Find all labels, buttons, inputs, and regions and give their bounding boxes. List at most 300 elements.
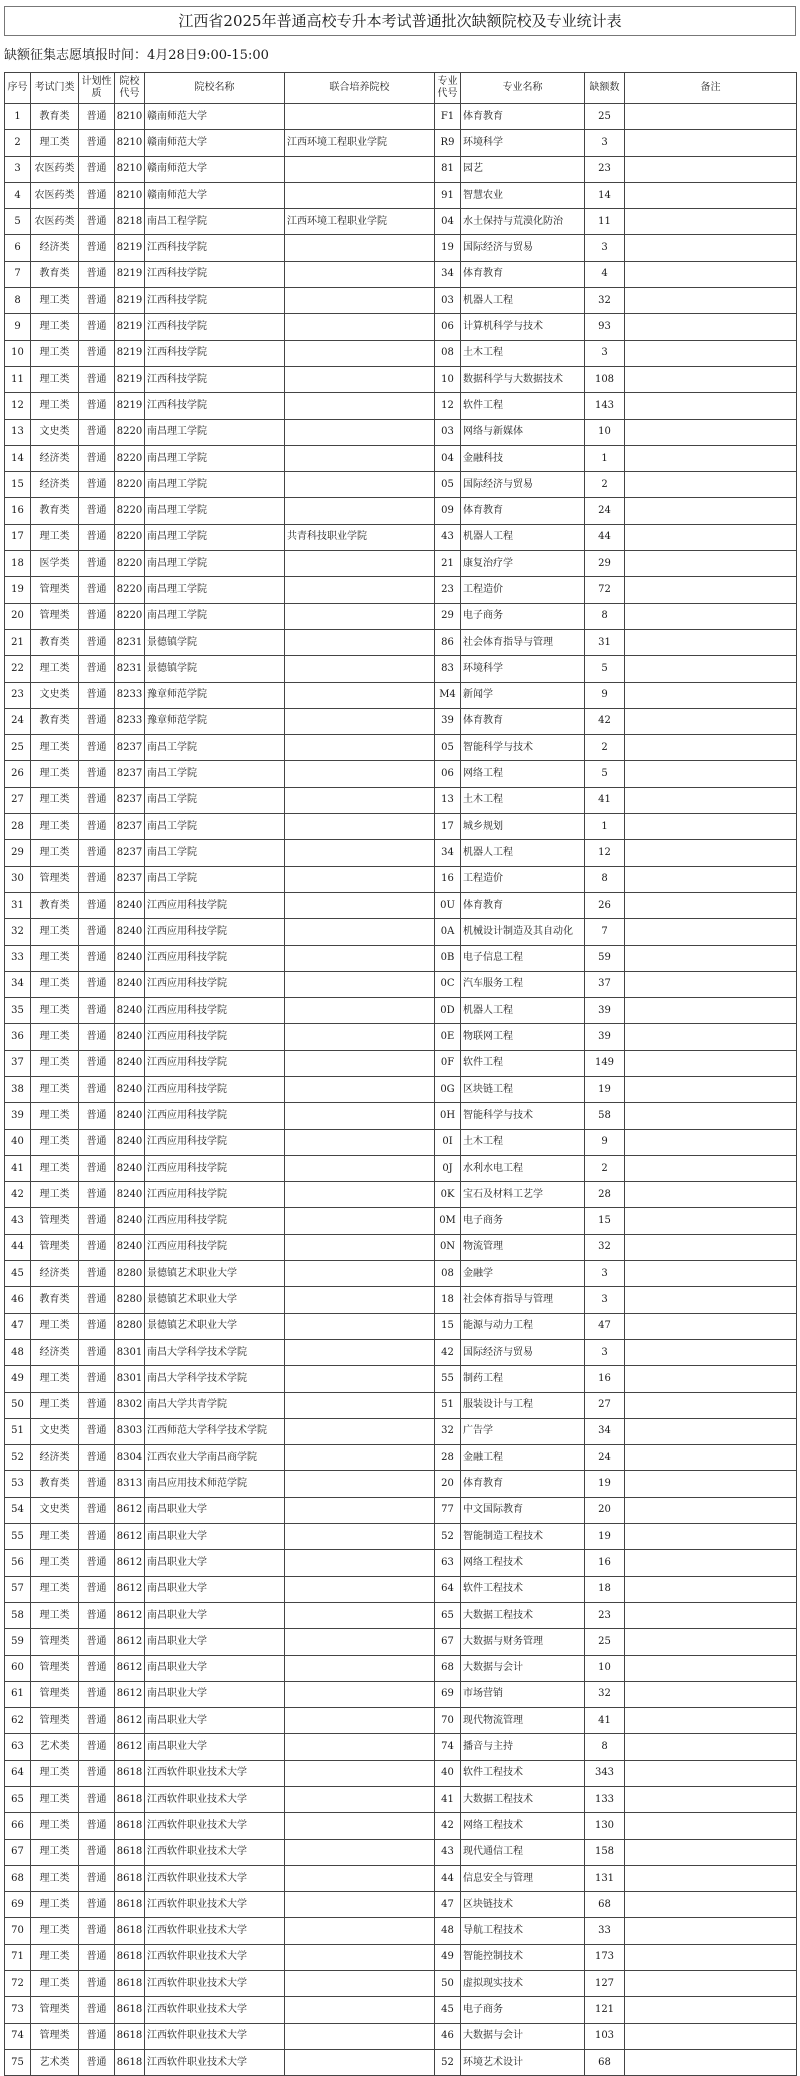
cell-remarks xyxy=(625,524,797,550)
page-title: 江西省2025年普通高校专升本考试普通批次缺额院校及专业统计表 xyxy=(4,6,796,36)
cell-major-code: 67 xyxy=(435,1629,461,1655)
table-row xyxy=(5,1681,797,1707)
cell-index: 9 xyxy=(5,314,31,340)
cell-exam-category: 理工类 xyxy=(31,524,79,550)
cell-major-name: 计算机科学与技术 xyxy=(461,314,585,340)
cell-major-name: 体育教育 xyxy=(461,498,585,524)
cell-vacancy-count: 1 xyxy=(585,445,625,471)
cell-school-code: 8220 xyxy=(115,419,145,445)
cell-major-name: 智能制造工程技术 xyxy=(461,1524,585,1550)
cell-index: 62 xyxy=(5,1708,31,1734)
cell-school-name: 豫章师范学院 xyxy=(145,708,285,734)
table-row xyxy=(5,1629,797,1655)
cell-major-name: 广告学 xyxy=(461,1418,585,1444)
cell-school-code: 8219 xyxy=(115,366,145,392)
table-body xyxy=(5,104,797,2076)
cell-exam-category: 教育类 xyxy=(31,892,79,918)
cell-remarks xyxy=(625,1655,797,1681)
cell-school-code: 8210 xyxy=(115,104,145,130)
cell-plan-type: 普通 xyxy=(79,1155,115,1181)
cell-school-code: 8618 xyxy=(115,2049,145,2075)
cell-school-code: 8240 xyxy=(115,1234,145,1260)
cell-major-code: 13 xyxy=(435,787,461,813)
cell-school-name: 南昌工学院 xyxy=(145,735,285,761)
cell-major-code: 43 xyxy=(435,1839,461,1865)
cell-major-code: R9 xyxy=(435,130,461,156)
cell-plan-type: 普通 xyxy=(79,1366,115,1392)
cell-school-code: 8233 xyxy=(115,708,145,734)
cell-school-code: 8237 xyxy=(115,840,145,866)
cell-joint-school xyxy=(285,577,435,603)
cell-school-code: 8220 xyxy=(115,577,145,603)
cell-joint-school xyxy=(285,445,435,471)
cell-vacancy-count: 2 xyxy=(585,1155,625,1181)
cell-exam-category: 教育类 xyxy=(31,708,79,734)
cell-major-name: 现代物流管理 xyxy=(461,1708,585,1734)
cell-school-name: 赣南师范大学 xyxy=(145,182,285,208)
cell-major-name: 虚拟现实技术 xyxy=(461,1971,585,1997)
cell-major-code: 0C xyxy=(435,971,461,997)
cell-major-code: 0B xyxy=(435,945,461,971)
cell-index: 16 xyxy=(5,498,31,524)
table-row xyxy=(5,761,797,787)
cell-school-name: 赣南师范大学 xyxy=(145,104,285,130)
cell-index: 24 xyxy=(5,708,31,734)
table-row xyxy=(5,998,797,1024)
cell-exam-category: 管理类 xyxy=(31,1208,79,1234)
cell-exam-category: 理工类 xyxy=(31,1576,79,1602)
cell-plan-type: 普通 xyxy=(79,1313,115,1339)
cell-major-code: 41 xyxy=(435,1787,461,1813)
cell-index: 53 xyxy=(5,1471,31,1497)
cell-joint-school xyxy=(285,1681,435,1707)
table-row xyxy=(5,393,797,419)
cell-school-name: 南昌工学院 xyxy=(145,787,285,813)
cell-plan-type: 普通 xyxy=(79,393,115,419)
cell-exam-category: 理工类 xyxy=(31,1076,79,1102)
table-row xyxy=(5,1602,797,1628)
cell-school-name: 江西软件职业技术大学 xyxy=(145,1892,285,1918)
cell-major-name: 网络与新媒体 xyxy=(461,419,585,445)
cell-exam-category: 教育类 xyxy=(31,1287,79,1313)
cell-exam-category: 理工类 xyxy=(31,1182,79,1208)
cell-school-code: 8612 xyxy=(115,1681,145,1707)
cell-exam-category: 理工类 xyxy=(31,1787,79,1813)
cell-school-code: 8240 xyxy=(115,998,145,1024)
cell-index: 42 xyxy=(5,1182,31,1208)
cell-major-code: 69 xyxy=(435,1681,461,1707)
cell-school-code: 8210 xyxy=(115,182,145,208)
cell-exam-category: 理工类 xyxy=(31,288,79,314)
cell-school-name: 南昌理工学院 xyxy=(145,498,285,524)
cell-major-code: 32 xyxy=(435,1418,461,1444)
cell-plan-type: 普通 xyxy=(79,1524,115,1550)
cell-joint-school xyxy=(285,1997,435,2023)
cell-school-code: 8302 xyxy=(115,1392,145,1418)
cell-exam-category: 理工类 xyxy=(31,840,79,866)
cell-plan-type: 普通 xyxy=(79,682,115,708)
table-row xyxy=(5,1050,797,1076)
cell-major-code: 04 xyxy=(435,445,461,471)
cell-vacancy-count: 27 xyxy=(585,1392,625,1418)
cell-major-code: 40 xyxy=(435,1760,461,1786)
cell-plan-type: 普通 xyxy=(79,209,115,235)
cell-school-name: 南昌工程学院 xyxy=(145,209,285,235)
cell-exam-category: 理工类 xyxy=(31,1050,79,1076)
cell-plan-type: 普通 xyxy=(79,1918,115,1944)
cell-plan-type: 普通 xyxy=(79,577,115,603)
cell-index: 71 xyxy=(5,1944,31,1970)
cell-major-name: 社会体育指导与管理 xyxy=(461,629,585,655)
cell-joint-school xyxy=(285,1813,435,1839)
cell-school-code: 8612 xyxy=(115,1734,145,1760)
cell-school-code: 8240 xyxy=(115,1024,145,1050)
cell-vacancy-count: 15 xyxy=(585,1208,625,1234)
cell-vacancy-count: 41 xyxy=(585,787,625,813)
cell-exam-category: 文史类 xyxy=(31,1497,79,1523)
cell-exam-category: 理工类 xyxy=(31,340,79,366)
cell-joint-school xyxy=(285,1971,435,1997)
cell-index: 49 xyxy=(5,1366,31,1392)
cell-remarks xyxy=(625,1997,797,2023)
cell-major-name: 城乡规划 xyxy=(461,814,585,840)
cell-remarks xyxy=(625,419,797,445)
table-row xyxy=(5,1366,797,1392)
cell-remarks xyxy=(625,1471,797,1497)
cell-index: 19 xyxy=(5,577,31,603)
cell-major-code: 77 xyxy=(435,1497,461,1523)
cell-plan-type: 普通 xyxy=(79,840,115,866)
cell-major-code: 21 xyxy=(435,551,461,577)
cell-major-name: 软件工程 xyxy=(461,393,585,419)
cell-index: 66 xyxy=(5,1813,31,1839)
table-row xyxy=(5,1734,797,1760)
cell-vacancy-count: 121 xyxy=(585,1997,625,2023)
cell-major-name: 环境科学 xyxy=(461,130,585,156)
cell-school-name: 南昌职业大学 xyxy=(145,1524,285,1550)
cell-major-name: 新闻学 xyxy=(461,682,585,708)
cell-school-code: 8210 xyxy=(115,130,145,156)
cell-major-name: 机器人工程 xyxy=(461,288,585,314)
cell-major-code: 39 xyxy=(435,708,461,734)
cell-remarks xyxy=(625,156,797,182)
cell-plan-type: 普通 xyxy=(79,1471,115,1497)
cell-major-name: 机器人工程 xyxy=(461,840,585,866)
cell-vacancy-count: 29 xyxy=(585,551,625,577)
cell-remarks xyxy=(625,445,797,471)
cell-exam-category: 农医药类 xyxy=(31,182,79,208)
cell-exam-category: 管理类 xyxy=(31,577,79,603)
table-row xyxy=(5,1418,797,1444)
header-plan-type: 计划性质 xyxy=(79,73,115,104)
cell-major-code: 0E xyxy=(435,1024,461,1050)
cell-plan-type: 普通 xyxy=(79,1103,115,1129)
table-row xyxy=(5,971,797,997)
cell-vacancy-count: 19 xyxy=(585,1471,625,1497)
cell-school-name: 南昌职业大学 xyxy=(145,1708,285,1734)
cell-vacancy-count: 127 xyxy=(585,1971,625,1997)
cell-exam-category: 理工类 xyxy=(31,1103,79,1129)
cell-joint-school xyxy=(285,1445,435,1471)
cell-plan-type: 普通 xyxy=(79,235,115,261)
cell-school-code: 8240 xyxy=(115,1208,145,1234)
table-row xyxy=(5,1103,797,1129)
cell-exam-category: 理工类 xyxy=(31,393,79,419)
cell-school-code: 8220 xyxy=(115,603,145,629)
cell-index: 69 xyxy=(5,1892,31,1918)
table-row xyxy=(5,629,797,655)
cell-plan-type: 普通 xyxy=(79,314,115,340)
cell-school-code: 8219 xyxy=(115,393,145,419)
cell-remarks xyxy=(625,1497,797,1523)
cell-major-code: 0U xyxy=(435,892,461,918)
cell-index: 4 xyxy=(5,182,31,208)
cell-major-name: 软件工程 xyxy=(461,1050,585,1076)
cell-major-code: 0M xyxy=(435,1208,461,1234)
cell-joint-school xyxy=(285,1313,435,1339)
cell-major-code: F1 xyxy=(435,104,461,130)
cell-joint-school xyxy=(285,551,435,577)
cell-exam-category: 理工类 xyxy=(31,1524,79,1550)
table-row xyxy=(5,577,797,603)
cell-plan-type: 普通 xyxy=(79,366,115,392)
table-row xyxy=(5,235,797,261)
cell-school-name: 南昌理工学院 xyxy=(145,603,285,629)
cell-exam-category: 艺术类 xyxy=(31,1734,79,1760)
cell-school-code: 8240 xyxy=(115,1103,145,1129)
cell-school-name: 赣南师范大学 xyxy=(145,130,285,156)
cell-school-name: 南昌职业大学 xyxy=(145,1681,285,1707)
cell-school-code: 8233 xyxy=(115,682,145,708)
cell-major-code: 0H xyxy=(435,1103,461,1129)
cell-exam-category: 理工类 xyxy=(31,1155,79,1181)
cell-plan-type: 普通 xyxy=(79,2049,115,2075)
cell-vacancy-count: 3 xyxy=(585,235,625,261)
cell-exam-category: 理工类 xyxy=(31,1313,79,1339)
table-row xyxy=(5,104,797,130)
cell-vacancy-count: 28 xyxy=(585,1182,625,1208)
cell-major-name: 网络工程技术 xyxy=(461,1813,585,1839)
cell-vacancy-count: 24 xyxy=(585,498,625,524)
table-row xyxy=(5,656,797,682)
cell-school-name: 江西应用科技学院 xyxy=(145,1182,285,1208)
cell-exam-category: 经济类 xyxy=(31,1261,79,1287)
cell-remarks xyxy=(625,235,797,261)
cell-major-code: 48 xyxy=(435,1918,461,1944)
cell-school-code: 8618 xyxy=(115,1760,145,1786)
cell-major-code: 42 xyxy=(435,1813,461,1839)
cell-major-code: 65 xyxy=(435,1602,461,1628)
cell-joint-school xyxy=(285,1339,435,1365)
cell-major-name: 大数据工程技术 xyxy=(461,1787,585,1813)
cell-exam-category: 艺术类 xyxy=(31,2049,79,2075)
cell-index: 39 xyxy=(5,1103,31,1129)
cell-school-name: 南昌工学院 xyxy=(145,866,285,892)
cell-school-code: 8237 xyxy=(115,866,145,892)
cell-index: 59 xyxy=(5,1629,31,1655)
cell-vacancy-count: 108 xyxy=(585,366,625,392)
cell-major-name: 金融学 xyxy=(461,1261,585,1287)
cell-plan-type: 普通 xyxy=(79,288,115,314)
cell-joint-school xyxy=(285,866,435,892)
cell-exam-category: 理工类 xyxy=(31,945,79,971)
cell-vacancy-count: 68 xyxy=(585,1892,625,1918)
cell-exam-category: 教育类 xyxy=(31,261,79,287)
cell-school-name: 江西应用科技学院 xyxy=(145,945,285,971)
cell-major-code: 05 xyxy=(435,735,461,761)
cell-vacancy-count: 31 xyxy=(585,629,625,655)
cell-index: 64 xyxy=(5,1760,31,1786)
cell-remarks xyxy=(625,603,797,629)
table-row xyxy=(5,1576,797,1602)
table-row xyxy=(5,156,797,182)
cell-major-code: 23 xyxy=(435,577,461,603)
cell-plan-type: 普通 xyxy=(79,472,115,498)
cell-remarks xyxy=(625,393,797,419)
cell-school-code: 8280 xyxy=(115,1261,145,1287)
cell-school-name: 景德镇艺术职业大学 xyxy=(145,1287,285,1313)
cell-school-code: 8612 xyxy=(115,1497,145,1523)
cell-school-code: 8612 xyxy=(115,1602,145,1628)
cell-vacancy-count: 7 xyxy=(585,919,625,945)
cell-school-code: 8240 xyxy=(115,1155,145,1181)
cell-index: 54 xyxy=(5,1497,31,1523)
cell-plan-type: 普通 xyxy=(79,551,115,577)
cell-index: 26 xyxy=(5,761,31,787)
cell-index: 58 xyxy=(5,1602,31,1628)
cell-remarks xyxy=(625,1339,797,1365)
table-row xyxy=(5,1918,797,1944)
cell-index: 14 xyxy=(5,445,31,471)
cell-school-name: 江西应用科技学院 xyxy=(145,919,285,945)
cell-school-name: 南昌理工学院 xyxy=(145,445,285,471)
cell-joint-school xyxy=(285,235,435,261)
header-remarks: 备注 xyxy=(625,73,797,104)
cell-major-name: 播音与主持 xyxy=(461,1734,585,1760)
cell-index: 65 xyxy=(5,1787,31,1813)
cell-index: 74 xyxy=(5,2023,31,2049)
cell-major-name: 体育教育 xyxy=(461,104,585,130)
table-row xyxy=(5,551,797,577)
cell-school-code: 8240 xyxy=(115,1050,145,1076)
cell-index: 10 xyxy=(5,340,31,366)
cell-index: 38 xyxy=(5,1076,31,1102)
cell-school-name: 南昌理工学院 xyxy=(145,419,285,445)
cell-plan-type: 普通 xyxy=(79,182,115,208)
cell-remarks xyxy=(625,1892,797,1918)
cell-remarks xyxy=(625,1182,797,1208)
cell-joint-school xyxy=(285,1839,435,1865)
cell-index: 5 xyxy=(5,209,31,235)
cell-exam-category: 理工类 xyxy=(31,314,79,340)
cell-school-code: 8240 xyxy=(115,1076,145,1102)
table-row xyxy=(5,1787,797,1813)
cell-vacancy-count: 10 xyxy=(585,1655,625,1681)
cell-major-name: 工程造价 xyxy=(461,577,585,603)
cell-index: 1 xyxy=(5,104,31,130)
cell-school-name: 南昌理工学院 xyxy=(145,551,285,577)
cell-school-name: 江西软件职业技术大学 xyxy=(145,2049,285,2075)
table-row xyxy=(5,1129,797,1155)
cell-school-code: 8301 xyxy=(115,1339,145,1365)
fill-time-notice: 缺额征集志愿填报时间：4月28日9:00-15:00 xyxy=(4,48,269,63)
cell-school-name: 江西农业大学南昌商学院 xyxy=(145,1445,285,1471)
cell-index: 75 xyxy=(5,2049,31,2075)
cell-school-name: 江西应用科技学院 xyxy=(145,1208,285,1234)
cell-plan-type: 普通 xyxy=(79,1182,115,1208)
cell-major-code: 03 xyxy=(435,419,461,445)
cell-remarks xyxy=(625,1681,797,1707)
table-row xyxy=(5,1497,797,1523)
cell-plan-type: 普通 xyxy=(79,1760,115,1786)
cell-school-name: 南昌理工学院 xyxy=(145,577,285,603)
table-row xyxy=(5,1760,797,1786)
table-row xyxy=(5,1839,797,1865)
cell-index: 57 xyxy=(5,1576,31,1602)
cell-major-name: 制药工程 xyxy=(461,1366,585,1392)
cell-major-name: 导航工程技术 xyxy=(461,1918,585,1944)
cell-school-name: 江西应用科技学院 xyxy=(145,971,285,997)
cell-school-code: 8219 xyxy=(115,261,145,287)
cell-vacancy-count: 173 xyxy=(585,1944,625,1970)
cell-exam-category: 理工类 xyxy=(31,1392,79,1418)
cell-index: 13 xyxy=(5,419,31,445)
cell-index: 68 xyxy=(5,1865,31,1891)
cell-major-name: 电子商务 xyxy=(461,603,585,629)
cell-index: 3 xyxy=(5,156,31,182)
cell-remarks xyxy=(625,1024,797,1050)
cell-exam-category: 理工类 xyxy=(31,1550,79,1576)
cell-vacancy-count: 10 xyxy=(585,419,625,445)
cell-major-code: 03 xyxy=(435,288,461,314)
cell-remarks xyxy=(625,1734,797,1760)
cell-major-name: 现代通信工程 xyxy=(461,1839,585,1865)
table-row xyxy=(5,130,797,156)
cell-major-code: 46 xyxy=(435,2023,461,2049)
cell-school-name: 江西应用科技学院 xyxy=(145,892,285,918)
cell-exam-category: 管理类 xyxy=(31,603,79,629)
cell-index: 40 xyxy=(5,1129,31,1155)
cell-major-code: 0I xyxy=(435,1129,461,1155)
header-major-name: 专业名称 xyxy=(461,73,585,104)
cell-school-code: 8612 xyxy=(115,1576,145,1602)
cell-remarks xyxy=(625,577,797,603)
cell-school-code: 8313 xyxy=(115,1471,145,1497)
cell-exam-category: 理工类 xyxy=(31,1129,79,1155)
cell-major-name: 软件工程技术 xyxy=(461,1760,585,1786)
cell-vacancy-count: 130 xyxy=(585,1813,625,1839)
cell-major-name: 智能科学与技术 xyxy=(461,735,585,761)
cell-joint-school xyxy=(285,1944,435,1970)
table-row xyxy=(5,1865,797,1891)
cell-plan-type: 普通 xyxy=(79,1576,115,1602)
cell-plan-type: 普通 xyxy=(79,1997,115,2023)
cell-joint-school xyxy=(285,1208,435,1234)
cell-exam-category: 文史类 xyxy=(31,682,79,708)
cell-exam-category: 理工类 xyxy=(31,1865,79,1891)
header-exam-category: 考试门类 xyxy=(31,73,79,104)
cell-index: 11 xyxy=(5,366,31,392)
cell-major-code: 55 xyxy=(435,1366,461,1392)
table-row xyxy=(5,2023,797,2049)
cell-major-name: 机器人工程 xyxy=(461,998,585,1024)
cell-remarks xyxy=(625,787,797,813)
cell-joint-school xyxy=(285,1892,435,1918)
cell-major-code: 20 xyxy=(435,1471,461,1497)
cell-index: 44 xyxy=(5,1234,31,1260)
cell-school-name: 豫章师范学院 xyxy=(145,682,285,708)
cell-exam-category: 医学类 xyxy=(31,551,79,577)
